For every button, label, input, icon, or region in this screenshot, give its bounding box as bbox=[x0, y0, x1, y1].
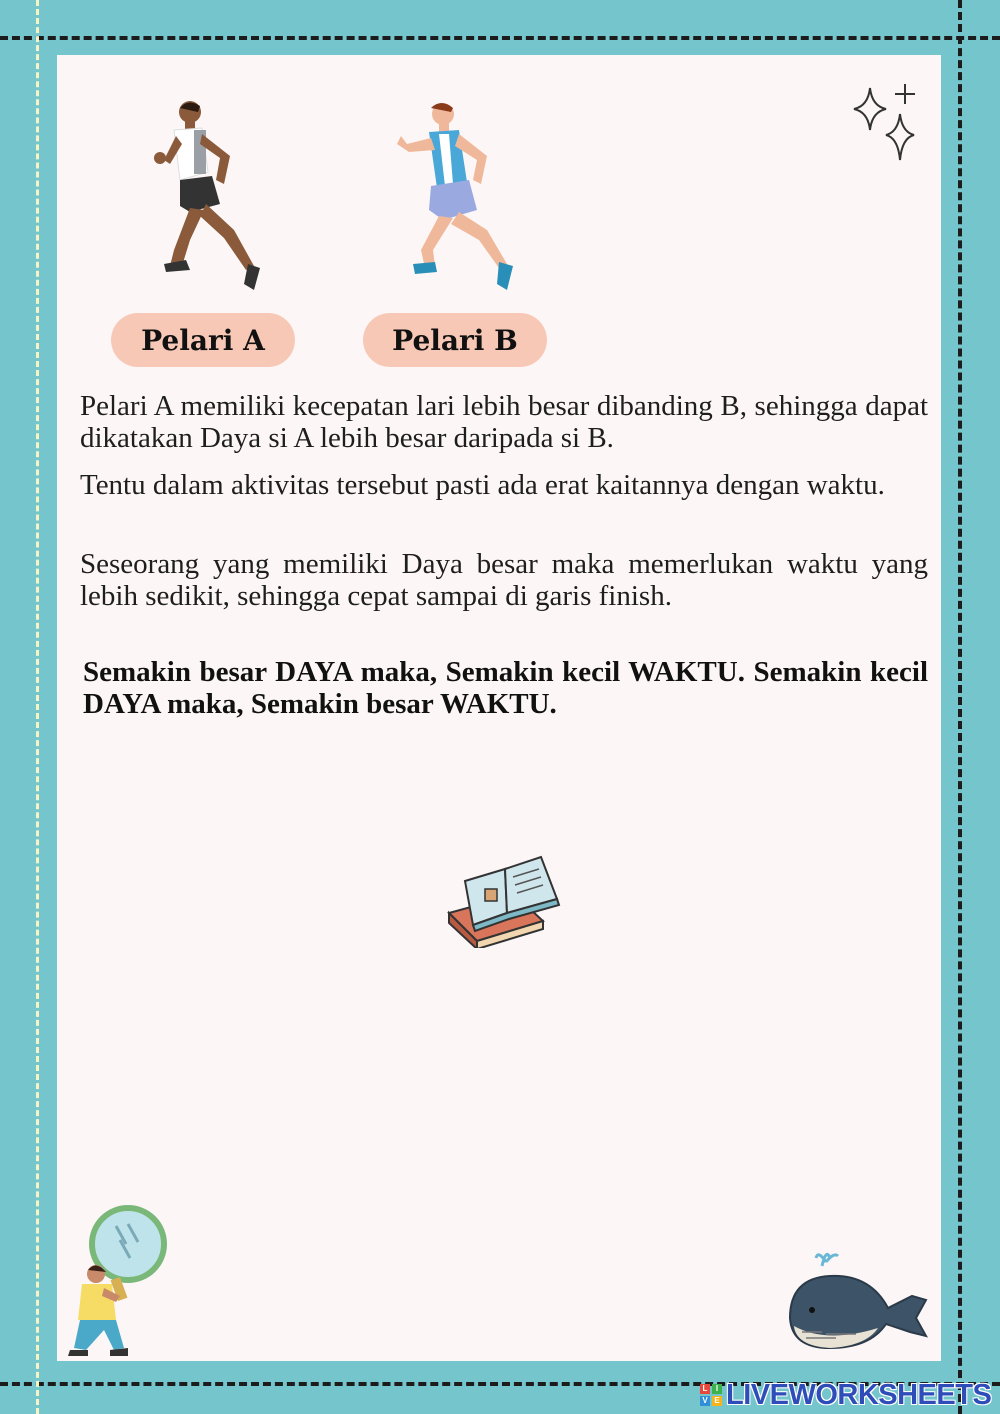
liveworksheets-brand bbox=[700, 1378, 991, 1412]
runner-b-label: Pelari B bbox=[363, 313, 547, 367]
runner-a-label: Pelari A bbox=[111, 313, 295, 367]
whale-icon bbox=[786, 1248, 932, 1353]
paragraph-2: Tentu dalam aktivitas tersebut pasti ada erat kaitannya dengan waktu. bbox=[80, 469, 885, 501]
frame-dash-right bbox=[958, 0, 962, 1414]
paragraph-1: Pelari A memiliki kecepatan lari lebih besar dibanding B, sehingga dapat dikatakan Daya si A lebih besar daripada si B. bbox=[80, 390, 928, 454]
brand-text: LIVEWORKSHEETS bbox=[726, 1378, 992, 1411]
logo-letter-v: V bbox=[700, 1396, 710, 1406]
frame-dash-left bbox=[36, 0, 39, 1414]
liveworksheets-logo-icon bbox=[700, 1384, 722, 1406]
scientist-magnifier-icon bbox=[68, 1200, 170, 1360]
sparkles-icon bbox=[850, 82, 922, 164]
paragraph-3: Seseorang yang memiliki Daya besar maka memerlukan waktu yang lebih sedikit, sehingga cepat sampai di garis finish. bbox=[80, 548, 928, 612]
frame-dash-top bbox=[0, 36, 1000, 40]
runner-a-icon bbox=[150, 100, 265, 295]
logo-letter-i: I bbox=[712, 1384, 722, 1394]
logo-letter-l: L bbox=[700, 1384, 710, 1394]
runner-b-icon bbox=[395, 100, 520, 295]
conclusion-text: Semakin besar DAYA maka, Semakin kecil WAKTU. Semakin kecil DAYA maka, Semakin besar WAKTU. bbox=[83, 656, 928, 720]
logo-letter-e: E bbox=[712, 1396, 722, 1406]
books-icon bbox=[443, 853, 563, 948]
